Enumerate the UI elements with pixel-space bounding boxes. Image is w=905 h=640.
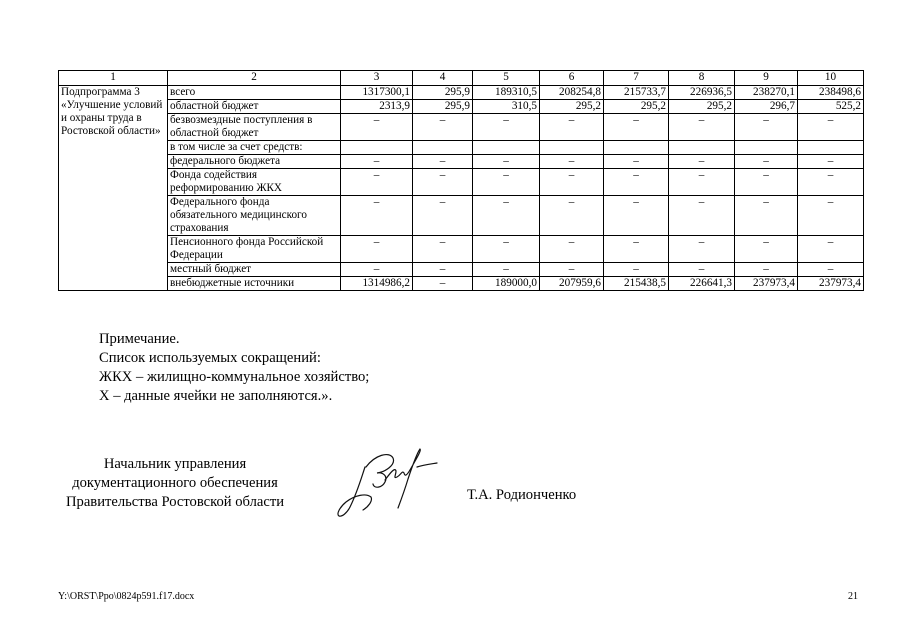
value-cell: 237973,4 <box>798 277 864 291</box>
header-cell: 6 <box>540 71 604 86</box>
header-cell: 7 <box>604 71 669 86</box>
header-cell: 4 <box>413 71 473 86</box>
value-cell: – <box>473 263 540 277</box>
funding-source-cell: Пенсионного фонда Российской Федерации <box>168 236 341 263</box>
value-cell: 310,5 <box>473 100 540 114</box>
value-cell: – <box>798 169 864 196</box>
funding-source-cell: внебюджетные источники <box>168 277 341 291</box>
value-cell: – <box>473 236 540 263</box>
footer-file-path: Y:\ORST\Ppo\0824p591.f17.docx <box>58 591 195 602</box>
value-cell: 1317300,1 <box>341 86 413 100</box>
value-cell: – <box>735 114 798 141</box>
table-row <box>59 277 864 291</box>
value-cell: – <box>604 236 669 263</box>
value-cell: – <box>341 114 413 141</box>
header-cell: 3 <box>341 71 413 86</box>
value-cell: – <box>669 196 735 236</box>
funding-source-cell: федерального бюджета <box>168 155 341 169</box>
value-cell: – <box>413 263 473 277</box>
value-cell: – <box>669 114 735 141</box>
value-cell <box>341 141 413 155</box>
value-cell: 295,9 <box>413 100 473 114</box>
funding-source-cell: местный бюджет <box>168 263 341 277</box>
value-cell <box>413 141 473 155</box>
value-cell: – <box>604 196 669 236</box>
value-cell: – <box>604 155 669 169</box>
value-cell: – <box>413 277 473 291</box>
table-row <box>59 263 864 277</box>
table-row <box>59 114 864 141</box>
value-cell: – <box>341 169 413 196</box>
header-cell: 2 <box>168 71 341 86</box>
value-cell: – <box>540 114 604 141</box>
value-cell: – <box>473 196 540 236</box>
value-cell: – <box>669 155 735 169</box>
funding-source-cell: Федерального фонда обязательного медицинского страхования <box>168 196 341 236</box>
value-cell: 215438,5 <box>604 277 669 291</box>
value-cell: – <box>798 196 864 236</box>
value-cell <box>540 141 604 155</box>
header-cell: 5 <box>473 71 540 86</box>
value-cell: – <box>604 263 669 277</box>
value-cell: – <box>540 169 604 196</box>
funding-source-cell: Фонда содействия реформированию ЖКХ <box>168 169 341 196</box>
funding-source-cell: всего <box>168 86 341 100</box>
value-cell: 1314986,2 <box>341 277 413 291</box>
funding-source-cell: безвозмездные поступления в областной бюджет <box>168 114 341 141</box>
position-line-1: Начальник управления <box>103 456 247 472</box>
value-cell: 525,2 <box>798 100 864 114</box>
value-cell: – <box>540 236 604 263</box>
note-abbreviation-zhkkh: ЖКХ – жилищно-коммунальное хозяйство; <box>99 369 370 385</box>
value-cell: – <box>413 236 473 263</box>
budget-table <box>58 70 864 291</box>
page-number: 21 <box>848 591 858 602</box>
position-line-3: Правительства Ростовской области <box>65 494 285 510</box>
value-cell: – <box>735 236 798 263</box>
value-cell <box>604 141 669 155</box>
value-cell: – <box>341 236 413 263</box>
value-cell: 2313,9 <box>341 100 413 114</box>
header-cell: 9 <box>735 71 798 86</box>
table-row <box>59 141 864 155</box>
table-header-row <box>59 71 864 86</box>
value-cell: 295,9 <box>413 86 473 100</box>
position-line-2: документационного обеспечения <box>72 475 278 491</box>
value-cell: – <box>341 263 413 277</box>
table-row <box>59 196 864 236</box>
header-cell: 1 <box>59 71 168 86</box>
signatory-position <box>40 455 310 512</box>
table-row <box>59 155 864 169</box>
value-cell: – <box>604 169 669 196</box>
value-cell <box>669 141 735 155</box>
value-cell: 295,2 <box>604 100 669 114</box>
funding-source-cell: в том числе за счет средств: <box>168 141 341 155</box>
value-cell: 295,2 <box>669 100 735 114</box>
value-cell: – <box>735 196 798 236</box>
value-cell: – <box>798 155 864 169</box>
value-cell: 215733,7 <box>604 86 669 100</box>
value-cell: – <box>540 155 604 169</box>
value-cell: – <box>669 236 735 263</box>
value-cell: – <box>735 263 798 277</box>
value-cell <box>798 141 864 155</box>
value-cell: 226641,3 <box>669 277 735 291</box>
value-cell: – <box>413 155 473 169</box>
value-cell: – <box>669 263 735 277</box>
handwritten-signature <box>335 445 445 525</box>
value-cell: – <box>413 114 473 141</box>
value-cell: – <box>473 169 540 196</box>
value-cell: 189310,5 <box>473 86 540 100</box>
value-cell: – <box>473 155 540 169</box>
value-cell: – <box>798 236 864 263</box>
note-title: Примечание. <box>99 331 180 347</box>
value-cell: 208254,8 <box>540 86 604 100</box>
value-cell <box>735 141 798 155</box>
note-abbreviation-x: Х – данные ячейки не заполняются.». <box>99 388 333 404</box>
value-cell: – <box>540 263 604 277</box>
table-row <box>59 169 864 196</box>
value-cell: – <box>669 169 735 196</box>
value-cell: 189000,0 <box>473 277 540 291</box>
value-cell: – <box>798 114 864 141</box>
value-cell: – <box>413 196 473 236</box>
note-abbreviations-heading: Список используемых сокращений: <box>99 350 321 366</box>
value-cell: 238498,6 <box>798 86 864 100</box>
value-cell: 207959,6 <box>540 277 604 291</box>
value-cell: 238270,1 <box>735 86 798 100</box>
value-cell: – <box>540 196 604 236</box>
value-cell: 295,2 <box>540 100 604 114</box>
value-cell: 296,7 <box>735 100 798 114</box>
table-row <box>59 236 864 263</box>
note-block <box>99 330 369 406</box>
value-cell: – <box>341 196 413 236</box>
header-cell: 8 <box>669 71 735 86</box>
funding-source-cell: областной бюджет <box>168 100 341 114</box>
value-cell: – <box>798 263 864 277</box>
header-cell: 10 <box>798 71 864 86</box>
value-cell: 226936,5 <box>669 86 735 100</box>
table-row <box>59 86 864 100</box>
value-cell: – <box>735 155 798 169</box>
value-cell: – <box>413 169 473 196</box>
table-row <box>59 100 864 114</box>
value-cell: 237973,4 <box>735 277 798 291</box>
value-cell: – <box>735 169 798 196</box>
value-cell: – <box>604 114 669 141</box>
signatory-name: Т.А. Родионченко <box>467 487 577 503</box>
value-cell: – <box>473 114 540 141</box>
value-cell <box>473 141 540 155</box>
program-name-cell: Подпрограмма 3 «Улучшение условий и охраны труда в Ростовской области» <box>59 86 168 291</box>
value-cell: – <box>341 155 413 169</box>
